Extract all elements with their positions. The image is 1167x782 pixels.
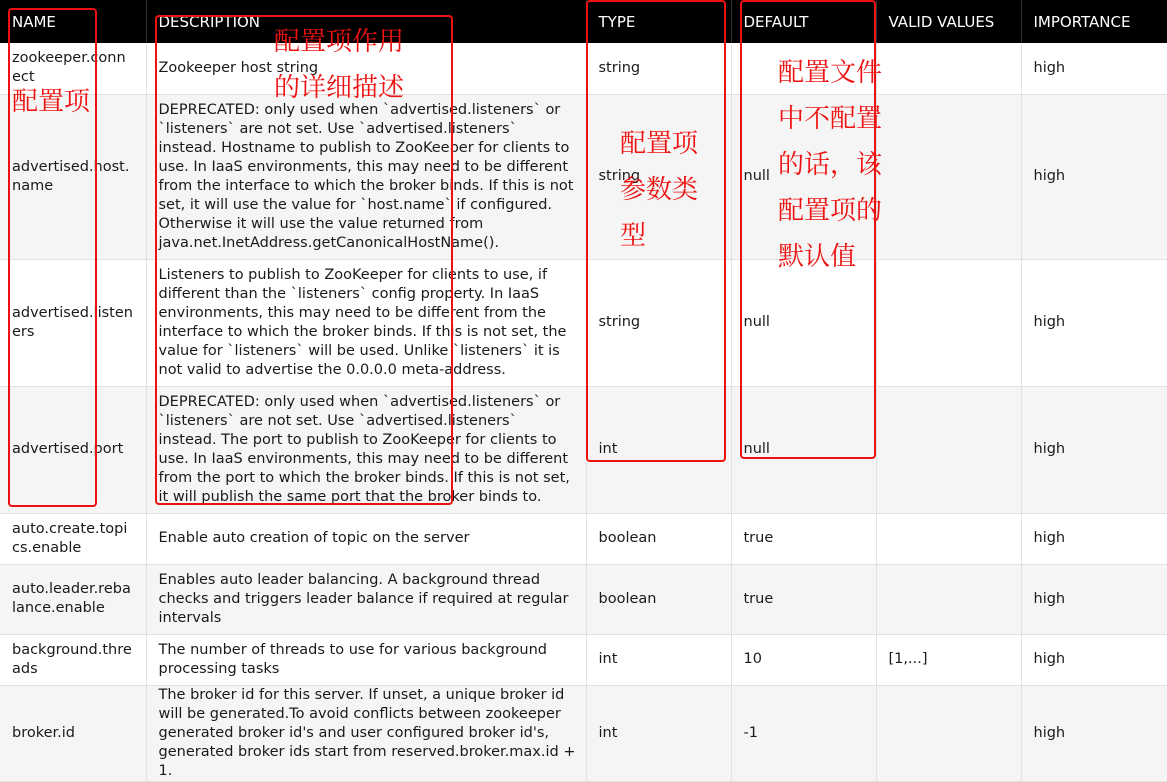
cell-description: DEPRECATED: only used when `advertised.listeners` or `listeners` are not set. Use `advertised.listeners` instead. Hostname to publish to ZooKeeper for clients to use. In IaaS environments, this may need to be different from the interface to which the broker binds. If this is not set, it will use the value for `host.name` if configured. Otherwise it will use the value returned from java.net.InetAddress.getCanonicalHostName(). — [146, 94, 586, 259]
cell-name: advertised.port — [0, 386, 146, 513]
cell-default: null — [731, 386, 876, 513]
cell-description: Listeners to publish to ZooKeeper for clients to use, if different than the `listeners` config property. In IaaS environments, this may need to be different from the interface to which the broker binds. If this is not set, the value for `listeners` will be used. Unlike `listeners` it is not valid to advertise the 0.0.0.0 meta-address. — [146, 259, 586, 386]
cell-name: zookeeper.connect — [0, 43, 146, 94]
cell-description: Enable auto creation of topic on the server — [146, 513, 586, 564]
cell-importance: high — [1021, 43, 1167, 94]
cell-name: auto.create.topics.enable — [0, 513, 146, 564]
cell-description: The broker id for this server. If unset, a unique broker id will be generated.To avoid conflicts between zookeeper generated broker id's and user configured broker id's, generated broker ids start from reserved.broker.max.id + 1. — [146, 685, 586, 781]
cell-importance: high — [1021, 564, 1167, 634]
cell-default: null — [731, 259, 876, 386]
cell-type: boolean — [586, 513, 731, 564]
cell-importance: high — [1021, 513, 1167, 564]
cell-default — [731, 43, 876, 94]
default-annotation-text: 配置文件 中不配置 的话，该 配置项的 默认值 — [778, 58, 883, 272]
table-row — [0, 513, 1167, 564]
header-description: DESCRIPTION — [146, 0, 586, 43]
header-default: DEFAULT — [731, 0, 876, 43]
header-valid-values: VALID VALUES — [876, 0, 1021, 43]
cell-importance: high — [1021, 386, 1167, 513]
table-row — [0, 259, 1167, 386]
cell-name: auto.leader.rebalance.enable — [0, 564, 146, 634]
cell-valid-values — [876, 564, 1021, 634]
cell-valid-values: [1,...] — [876, 634, 1021, 685]
table-row — [0, 94, 1167, 259]
cell-description: The number of threads to use for various background processing tasks — [146, 634, 586, 685]
table-header-row — [0, 0, 1167, 43]
cell-importance: high — [1021, 259, 1167, 386]
cell-type: string — [586, 43, 731, 94]
description-annotation-text: 配置项作用 的详细描述 — [274, 27, 405, 103]
header-name: NAME — [0, 0, 146, 43]
cell-type: string — [586, 259, 731, 386]
cell-importance: high — [1021, 94, 1167, 259]
cell-valid-values — [876, 513, 1021, 564]
cell-name: broker.id — [0, 685, 146, 781]
table-row — [0, 43, 1167, 94]
cell-description: Zookeeper host string — [146, 43, 586, 94]
name-annotation-text: 配置项 — [12, 87, 91, 117]
table-row — [0, 386, 1167, 513]
cell-type: int — [586, 386, 731, 513]
cell-description: DEPRECATED: only used when `advertised.listeners` or `listeners` are not set. Use `advertised.listeners` instead. The port to publish to ZooKeeper for clients to use. In IaaS environments, this may need to be different from the port to which the broker binds. If this is not set, it will publish the same port that the broker binds to. — [146, 386, 586, 513]
cell-description: Enables auto leader balancing. A background thread checks and triggers leader balance if required at regular intervals — [146, 564, 586, 634]
header-type: TYPE — [586, 0, 731, 43]
cell-name: advertised.listeners — [0, 259, 146, 386]
table-row — [0, 634, 1167, 685]
cell-default: null — [731, 94, 876, 259]
table-row — [0, 685, 1167, 781]
cell-name: background.threads — [0, 634, 146, 685]
cell-valid-values — [876, 386, 1021, 513]
cell-valid-values — [876, 259, 1021, 386]
cell-importance: high — [1021, 634, 1167, 685]
cell-importance: high — [1021, 685, 1167, 781]
header-importance: IMPORTANCE — [1021, 0, 1167, 43]
cell-type: int — [586, 685, 731, 781]
cell-valid-values — [876, 94, 1021, 259]
cell-default: true — [731, 564, 876, 634]
cell-default: true — [731, 513, 876, 564]
cell-type: boolean — [586, 564, 731, 634]
type-annotation-text: 配置项 参数类 型 — [620, 129, 699, 251]
table-row — [0, 564, 1167, 634]
cell-valid-values — [876, 43, 1021, 94]
cell-default: -1 — [731, 685, 876, 781]
cell-type: int — [586, 634, 731, 685]
cell-valid-values — [876, 685, 1021, 781]
cell-name: advertised.host.name — [0, 94, 146, 259]
cell-default: 10 — [731, 634, 876, 685]
cell-type: string — [586, 94, 731, 259]
